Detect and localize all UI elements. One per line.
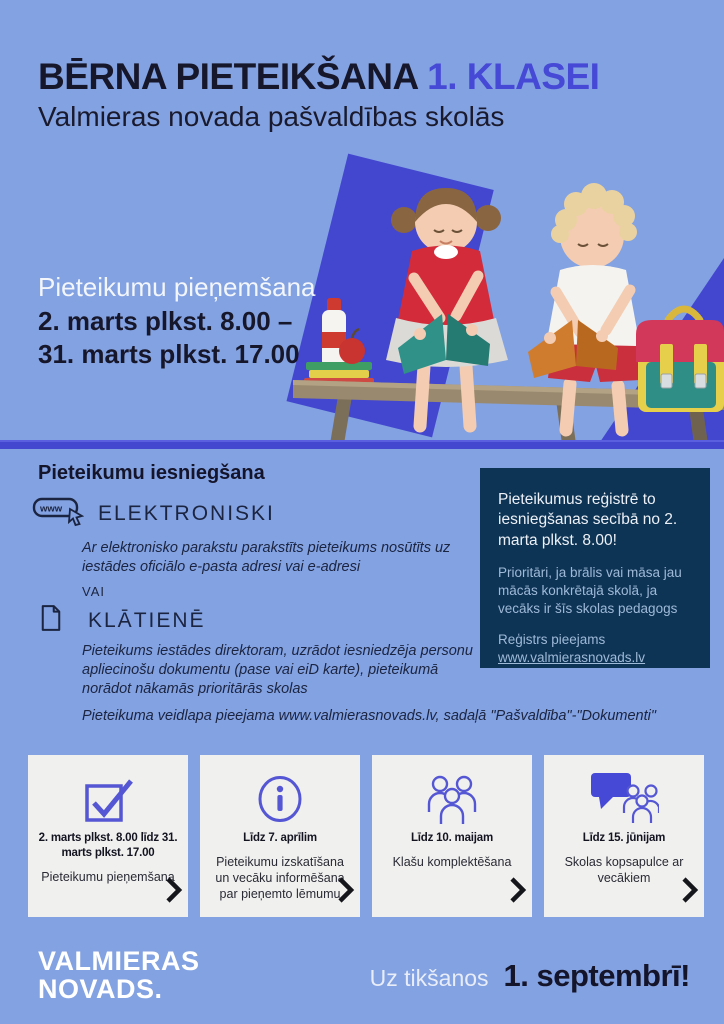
timeline-cards — [28, 755, 704, 917]
page-subtitle: Valmieras novada pašvaldības skolās — [38, 100, 505, 132]
intake-period — [38, 272, 316, 370]
www-browser-icon — [32, 494, 84, 533]
valmieras-novads-logo — [38, 948, 200, 1003]
title-accent: 1. KLASEI — [427, 56, 600, 97]
speech-people-icon — [544, 771, 704, 827]
checkbox-icon — [28, 771, 188, 827]
card-text: Pieteikumu pieņemšana — [41, 869, 175, 884]
submission-heading: Pieteikumu iesniegšana — [38, 462, 265, 484]
method-electronic — [32, 494, 275, 533]
meet-text: Uz tikšanos — [369, 965, 489, 991]
timeline-card-review — [200, 755, 360, 917]
header — [38, 58, 599, 133]
logo-line2: NOVADS. — [38, 973, 163, 1004]
card-text: Pieteikumu izskatīšana un vecāku informēšana par pieņemto lēmumu — [215, 854, 345, 902]
timeline-card-meeting — [544, 755, 704, 917]
divider-band — [0, 440, 724, 449]
in-person-description: Pieteikums iestādes direktoram, uzrādot iesniedzēja personu apliecinošu dokumentu (pase vai eiD karte), pieteikumā norādot nākamās prioritārās skolas — [82, 643, 473, 697]
electronic-description: Ar elektronisko parakstu parakstīts pieteikums nosūtīts uz iestādes oficiālo e-pasta adresi vai e-adresi — [82, 540, 451, 575]
document-icon — [40, 604, 62, 637]
footer-meet — [370, 958, 690, 994]
chevron-right-icon — [509, 876, 527, 909]
in-person-label: KLĀTIENĒ — [88, 608, 206, 632]
card-title: Līdz 10. maijam — [410, 832, 493, 844]
people-icon — [372, 771, 532, 827]
register-link-label: Reģistrs pieejams — [498, 631, 606, 647]
card-title: 2. marts plkst. 8.00 līdz 31. marts plkst. 17.00 — [38, 832, 178, 859]
or-label: VAI — [82, 584, 105, 599]
timeline-card-application — [28, 755, 188, 917]
meet-date: 1. septembrī! — [503, 958, 690, 993]
method-in-person — [40, 604, 206, 637]
card-text: Skolas kopsapulce ar vecākiem — [564, 854, 684, 886]
title-dark: BĒRNA PIETEIKŠANA — [38, 56, 418, 97]
register-info-box — [480, 468, 710, 668]
intake-date-line2: 31. marts plkst. 17.00 — [38, 338, 300, 369]
timeline-card-classes — [372, 755, 532, 917]
intake-date-line1: 2. marts plkst. 8.00 – — [38, 306, 293, 337]
chevron-right-icon — [337, 876, 355, 909]
form-note: Pieteikuma veidlapa pieejama www.valmierasnovads.lv, sadaļā "Pašvaldība"-"Dokumenti" — [82, 708, 657, 724]
intake-dates — [38, 305, 316, 370]
chevron-right-icon — [165, 876, 183, 909]
card-text: Klašu komplektēšana — [392, 854, 512, 869]
info-icon — [200, 771, 360, 827]
intake-label: Pieteikumu pieņemšana — [38, 272, 316, 302]
page-title — [38, 58, 599, 97]
register-priority-note: Prioritāri, ja brālis vai māsa jau mācās konkrētajā skolā, ja vecāks ir šīs skolas pedagogs — [498, 565, 682, 616]
card-title: Līdz 7. aprīlim — [243, 832, 317, 844]
register-headline: Pieteikumus reģistrē to iesniegšanas secībā no 2. marta plkst. 8.00! — [498, 491, 678, 549]
svg-text:www: www — [40, 503, 63, 515]
electronic-label: ELEKTRONISKI — [98, 501, 275, 525]
chevron-right-icon — [681, 876, 699, 909]
logo-line1: VALMIERAS — [38, 946, 200, 976]
card-title: Līdz 15. jūnijam — [582, 832, 666, 844]
register-link[interactable]: www.valmierasnovads.lv — [498, 650, 646, 666]
